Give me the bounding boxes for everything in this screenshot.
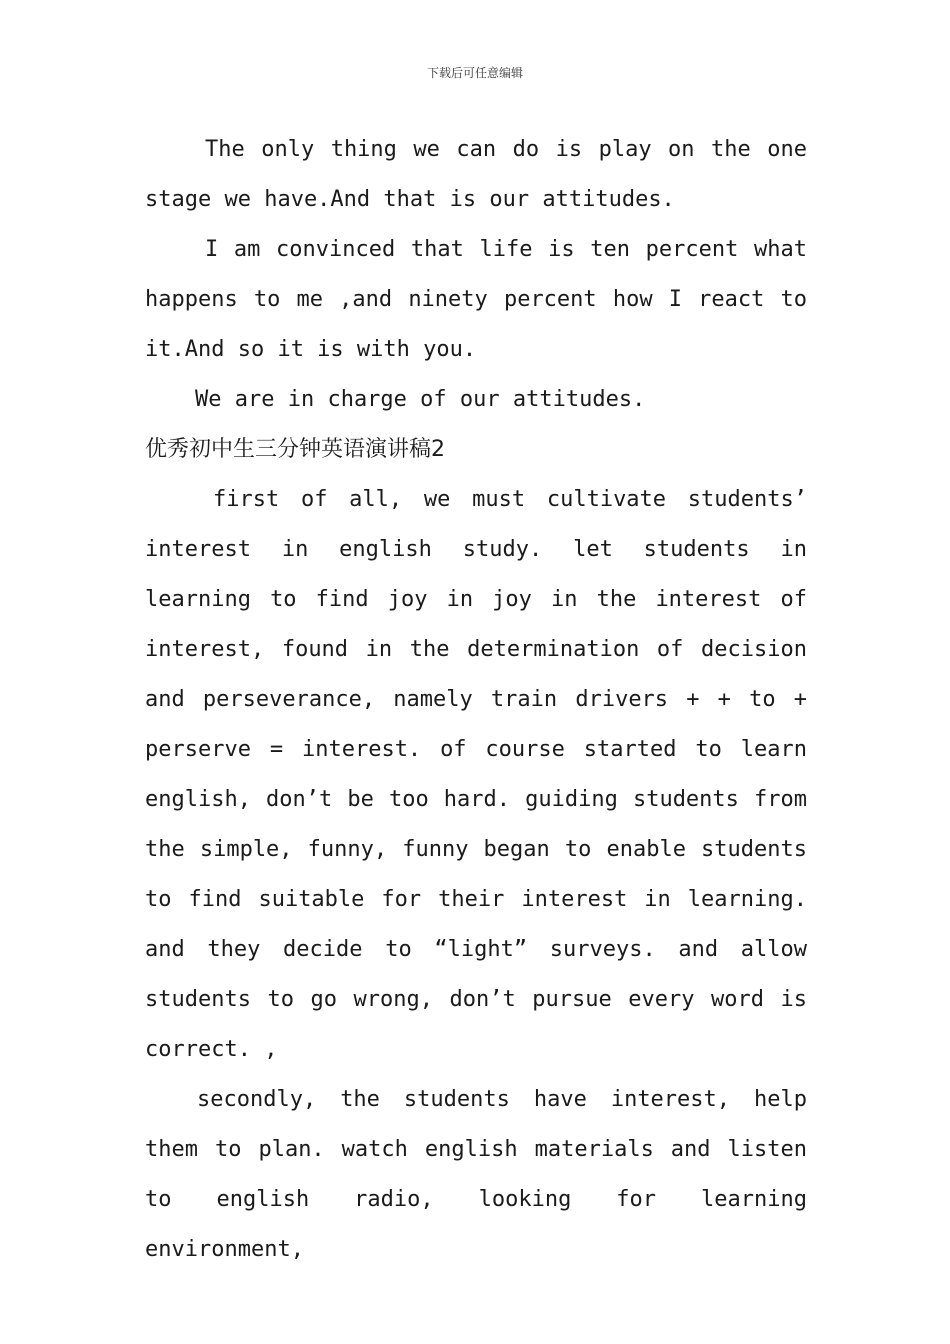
section-heading: 优秀初中生三分钟英语演讲稿2: [145, 437, 445, 462]
paragraph-attitudes-stage: The only thing we can do is play on the one stage we have.And that is our attitudes.: [145, 137, 807, 212]
paragraph-life-percent: I am convinced that life is ten percent what happens to me ,and ninety percent how I react to it.And so it is with you.: [145, 237, 807, 362]
document-body: [145, 125, 807, 1275]
paragraph-in-charge: We are in charge of our attitudes.: [195, 387, 646, 412]
page-header: 下载后可任意编辑: [426, 66, 523, 80]
paragraph-secondly: secondly, the students have interest, help them to plan. watch english materials and listen to english radio, looking for learning environment,: [145, 1087, 807, 1262]
paragraph-first-of-all: first of all, we must cultivate students’ interest in english study. let students in learning to find joy in joy in the interest of interest, found in the determination of decision and perseverance, namely train drivers + + to + perserve = interest. of course started to learn english, don’t be too hard. guiding students from the simple, funny, funny began to enable students to find suitable for their interest in learning. and they decide to “light” surveys. and allow students to go wrong, don’t pursue every word is correct. ,: [145, 487, 807, 1062]
